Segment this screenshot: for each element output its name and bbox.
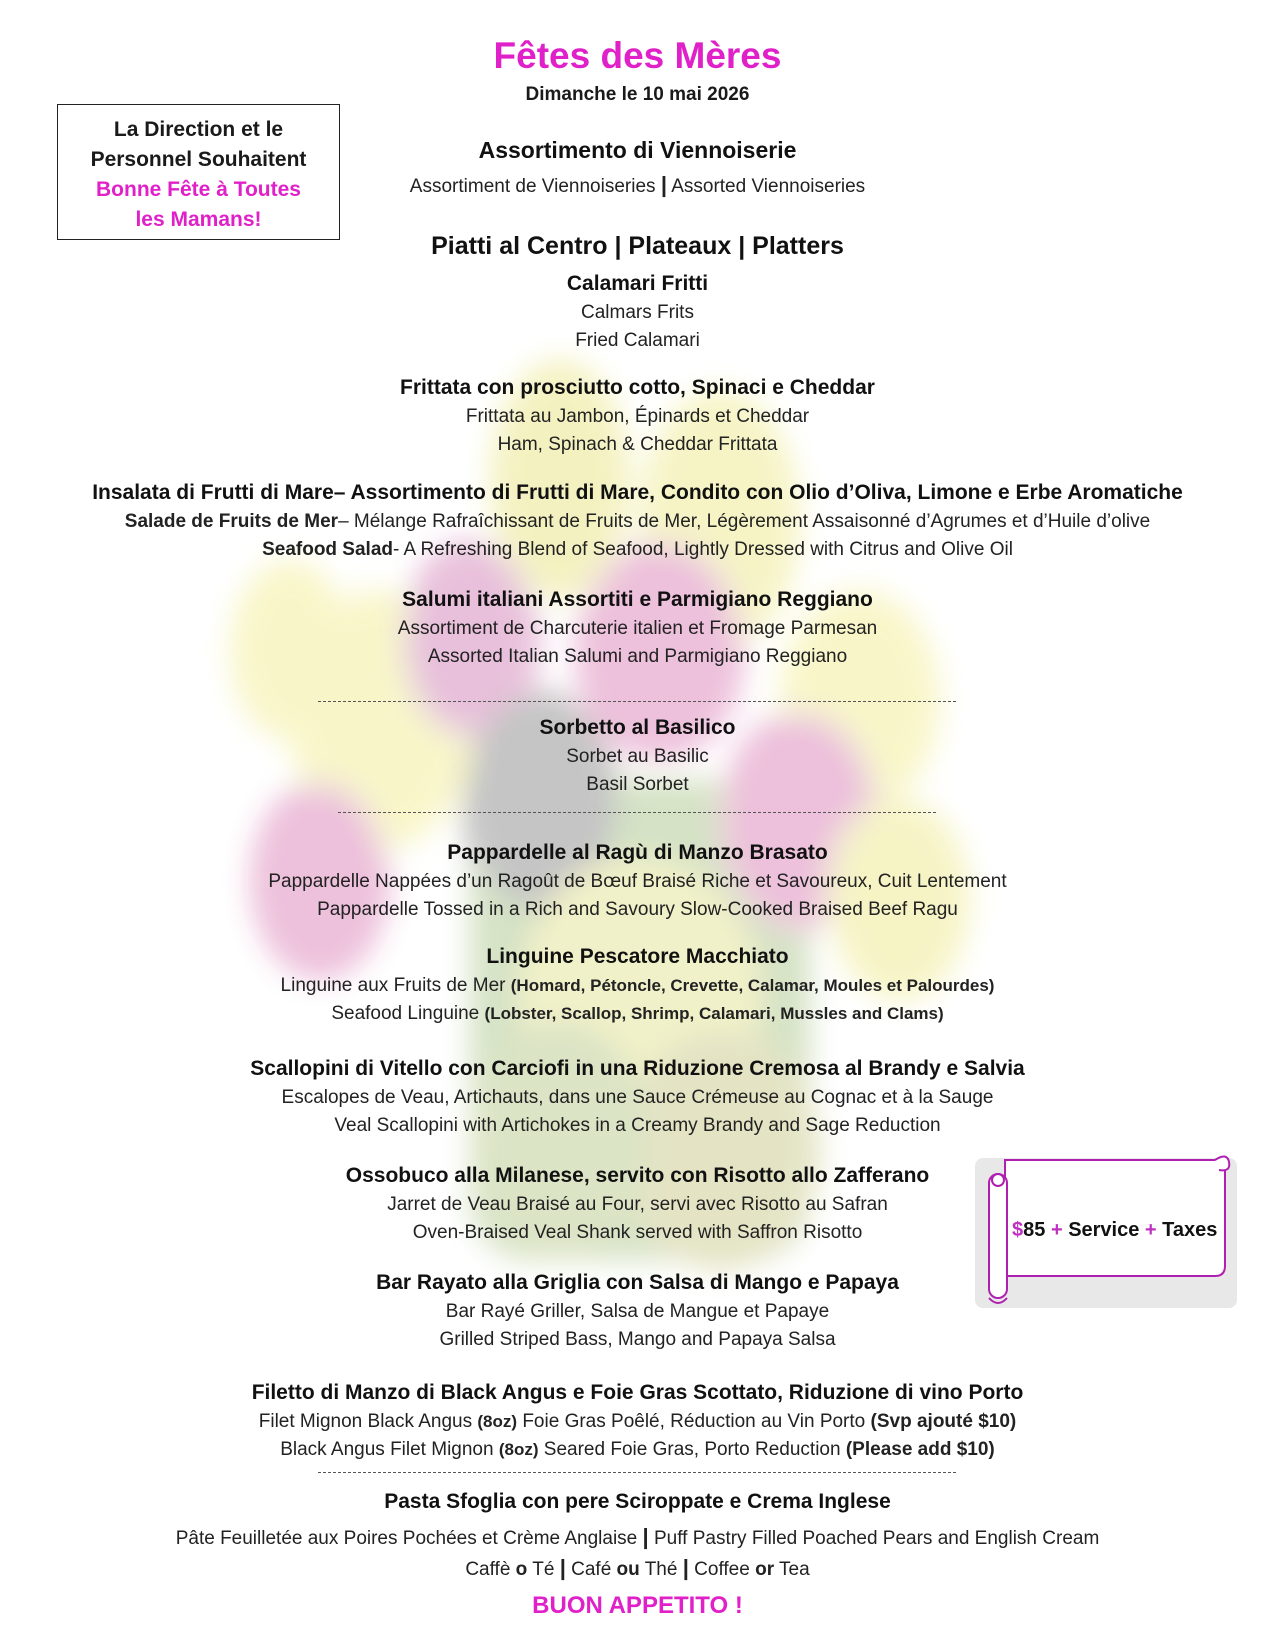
menu-title: Fêtes des Mères bbox=[493, 35, 782, 76]
dessert-fr: Pâte Feuilletée aux Poires Pochées et Crème Anglaise bbox=[175, 1528, 638, 1549]
price-amount: 85 bbox=[1023, 1219, 1046, 1241]
sorbetto-it: Sorbetto al Basilico bbox=[539, 716, 736, 739]
linguine-en bbox=[0, 1003, 1275, 1025]
insalata-it: Insalata di Frutti di Mare– Assortimento di Frutti di Mare, Condito con Olio d’Oliva, Limone e Erbe Aromatiche bbox=[92, 481, 1183, 504]
insalata-en bbox=[0, 539, 1275, 561]
separator: | bbox=[660, 172, 667, 197]
currency-symbol: $ bbox=[1012, 1219, 1024, 1241]
frittata-fr: Frittata au Jambon, Épinards et Cheddar bbox=[465, 406, 810, 427]
tea-fr: Thé bbox=[644, 1559, 678, 1580]
calamari-en: Fried Calamari bbox=[575, 330, 700, 351]
coffee-en: Coffee bbox=[694, 1559, 750, 1580]
filetto-en-name: Black Angus Filet Mignon bbox=[280, 1439, 494, 1460]
greeting-line-3: Bonne Fête à Toutes bbox=[96, 178, 301, 201]
divider bbox=[318, 1472, 956, 1473]
coffee-it-or: o bbox=[515, 1559, 528, 1580]
filetto-fr-name: Filet Mignon Black Angus bbox=[258, 1411, 473, 1432]
filetto-fr-supplement: (Svp ajouté $10) bbox=[870, 1411, 1017, 1432]
ossobuco-it: Ossobuco alla Milanese, servito con Risotto allo Zafferano bbox=[345, 1164, 930, 1187]
tea-it: Té bbox=[532, 1559, 555, 1580]
coffee-line bbox=[0, 1555, 1275, 1581]
coffee-fr: Café bbox=[571, 1559, 612, 1580]
separator: | bbox=[559, 1555, 566, 1580]
ossobuco-fr: Jarret de Veau Braisé au Four, servi avec Risotto au Safran bbox=[387, 1194, 888, 1215]
salumi-it: Salumi italiani Assortiti e Parmigiano Reggiano bbox=[402, 588, 873, 611]
separator: | bbox=[642, 1524, 649, 1549]
filetto-it: Filetto di Manzo di Black Angus e Foie Gras Scottato, Riduzione di vino Porto bbox=[251, 1381, 1024, 1404]
linguine-it: Linguine Pescatore Macchiato bbox=[486, 945, 789, 968]
insalata-fr-name: Salade de Fruits de Mer bbox=[124, 511, 339, 532]
salumi-fr: Assortiment de Charcuterie italien et Fromage Parmesan bbox=[397, 618, 878, 639]
event-date: Dimanche le 10 mai 2026 bbox=[525, 84, 750, 105]
divider bbox=[318, 701, 956, 702]
scallopini-it: Scallopini di Vitello con Carciofi in una Riduzione Cremosa al Brandy e Salvia bbox=[250, 1057, 1025, 1080]
sorbetto-en: Basil Sorbet bbox=[586, 774, 689, 795]
coffee-en-or: or bbox=[755, 1559, 775, 1580]
scallopini-en: Veal Scallopini with Artichokes in a Creamy Brandy and Sage Reduction bbox=[334, 1115, 941, 1136]
service-label: Service bbox=[1068, 1219, 1140, 1241]
linguine-en-detail: (Lobster, Scallop, Shrimp, Calamari, Mussles and Clams) bbox=[484, 1004, 944, 1023]
tea-en: Tea bbox=[779, 1559, 810, 1580]
filetto-fr bbox=[0, 1411, 1275, 1433]
bar-it: Bar Rayato alla Griglia con Salsa di Mango e Papaya bbox=[376, 1271, 899, 1294]
insalata-fr bbox=[0, 511, 1275, 533]
closing-line: BUON APPETITO ! bbox=[532, 1592, 743, 1619]
coffee-fr-or: ou bbox=[616, 1559, 640, 1580]
bar-en: Grilled Striped Bass, Mango and Papaya Salsa bbox=[439, 1329, 836, 1350]
filetto-en-desc: Seared Foie Gras, Porto Reduction bbox=[543, 1439, 841, 1460]
pappardelle-it: Pappardelle al Ragù di Manzo Brasato bbox=[447, 841, 828, 864]
greeting-line-2: Personnel Souhaitent bbox=[90, 148, 307, 171]
taxes-label: Taxes bbox=[1162, 1219, 1218, 1241]
calamari-fr: Calmars Frits bbox=[581, 302, 694, 323]
calamari-it: Calamari Fritti bbox=[566, 272, 709, 295]
viennoiserie-translations bbox=[0, 172, 1275, 198]
dessert-en: Puff Pastry Filled Poached Pears and English Cream bbox=[653, 1528, 1100, 1549]
filetto-fr-weight: (8oz) bbox=[477, 1412, 518, 1431]
viennoiserie-fr: Assortiment de Viennoiseries bbox=[409, 176, 656, 197]
salumi-en: Assorted Italian Salumi and Parmigiano Reggiano bbox=[427, 646, 848, 667]
frittata-en: Ham, Spinach & Cheddar Frittata bbox=[497, 434, 778, 455]
price-label bbox=[1012, 1219, 1232, 1242]
filetto-en-supplement: (Please add $10) bbox=[845, 1439, 995, 1460]
sorbetto-fr: Sorbet au Basilic bbox=[566, 746, 709, 767]
linguine-fr-detail: (Homard, Pétoncle, Crevette, Calamar, Moules et Palourdes) bbox=[510, 976, 995, 995]
filetto-fr-desc: Foie Gras Poêlé, Réduction au Vin Porto bbox=[522, 1411, 866, 1432]
linguine-en-name: Seafood Linguine bbox=[331, 1003, 480, 1024]
divider bbox=[338, 812, 936, 813]
linguine-fr bbox=[0, 975, 1275, 997]
platters-title: Piatti al Centro | Plateaux | Platters bbox=[431, 232, 844, 260]
viennoiserie-en: Assorted Viennoiseries bbox=[671, 176, 866, 197]
linguine-fr-name: Linguine aux Fruits de Mer bbox=[280, 975, 506, 996]
insalata-en-desc: - A Refreshing Blend of Seafood, Lightly Dressed with Citrus and Olive Oil bbox=[393, 539, 1013, 560]
dessert-translations bbox=[0, 1524, 1275, 1550]
dessert-it: Pasta Sfoglia con pere Sciroppate e Crema Inglese bbox=[384, 1490, 891, 1513]
filetto-en bbox=[0, 1439, 1275, 1461]
viennoiserie-title: Assortimento di Viennoiserie bbox=[478, 137, 797, 163]
bar-fr: Bar Rayé Griller, Salsa de Mangue et Papaye bbox=[445, 1301, 830, 1322]
pappardelle-fr: Pappardelle Nappées d’un Ragoût de Bœuf Braisé Riche et Savoureux, Cuit Lentement bbox=[268, 871, 1007, 892]
coffee-it: Caffè bbox=[465, 1559, 511, 1580]
separator: | bbox=[682, 1555, 689, 1580]
frittata-it: Frittata con prosciutto cotto, Spinaci e Cheddar bbox=[400, 376, 875, 399]
pappardelle-en: Pappardelle Tossed in a Rich and Savoury Slow-Cooked Braised Beef Ragu bbox=[317, 899, 958, 920]
insalata-fr-desc: – Mélange Rafraîchissant de Fruits de Mer, Légèrement Assaisonné d’Agrumes et d’Huile d’olive bbox=[338, 511, 1151, 532]
insalata-en-name: Seafood Salad bbox=[262, 539, 393, 560]
greeting-line-4: les Mamans! bbox=[135, 208, 262, 231]
scallopini-fr: Escalopes de Veau, Artichauts, dans une Sauce Crémeuse au Cognac et à la Sauge bbox=[281, 1087, 994, 1108]
filetto-en-weight: (8oz) bbox=[498, 1440, 539, 1459]
greeting-line-1: La Direction et le bbox=[113, 118, 284, 141]
ossobuco-en: Oven-Braised Veal Shank served with Saffron Risotto bbox=[412, 1222, 863, 1243]
plus-sign: + bbox=[1050, 1219, 1063, 1241]
plus-sign: + bbox=[1144, 1219, 1157, 1241]
